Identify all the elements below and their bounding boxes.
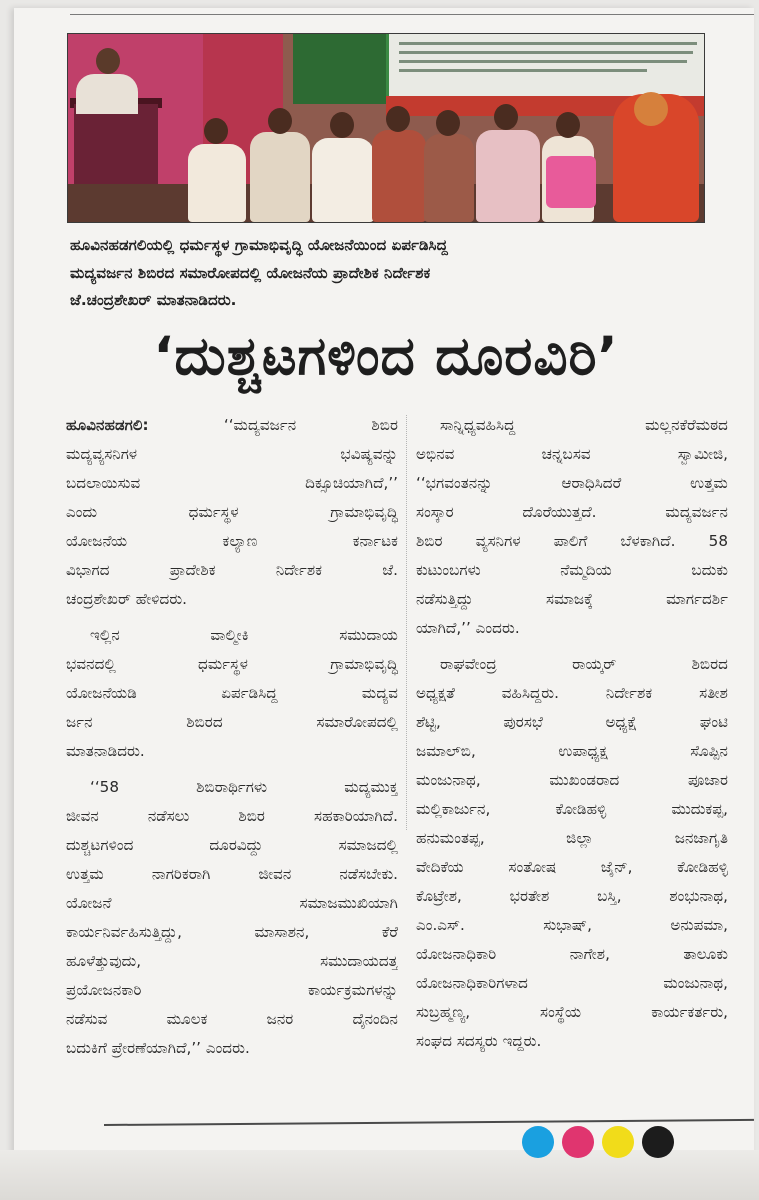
body-line: ಮಾತನಾಡಿದರು. [66, 742, 145, 760]
body-line: ಹನುಮಂತಪ್ಪ, ಜಿಲ್ಲಾ ಜನಜಾಗೃತಿ [416, 829, 728, 847]
body-line: ಉತ್ತಮ ನಾಗರಿಕರಾಗಿ ಜೀವನ ನಡೆಸಬೇಕು. [66, 865, 398, 883]
registration-dot-yellow [602, 1126, 634, 1158]
body-line: ಯಾಗಿದೆ,’’ ಎಂದರು. [416, 619, 520, 637]
dateline: ಹೂವಿನಹಡಗಲಿ: [66, 416, 149, 434]
body-line: ‘‘ಮದ್ಯವರ್ಜನ ಶಿಬಿರ [223, 416, 398, 434]
body-line: ಎಂದು ಧರ್ಮಸ್ಥಳ ಗ್ರಾಮಾಭಿವೃದ್ಧಿ [66, 503, 398, 521]
body-line: ‘‘ಭಗವಂತನನ್ನು ಆರಾಧಿಸಿದರೆ ಉತ್ತಮ [416, 474, 728, 492]
body-line: ಯೋಜನಾಧಿಕಾರಿಗಳಾದ ಮಂಜುನಾಥ, [416, 974, 728, 992]
body-line: ಸುಬ್ರಹ್ಮಣ್ಯ, ಸಂಸ್ಥೆಯ ಕಾರ್ಯಕರ್ತರು, [416, 1003, 728, 1021]
body-line: ಬದಲಾಯಿಸುವ ದಿಕ್ಸೂಚಿಯಾಗಿದೆ,’’ [66, 474, 398, 492]
article-column-right [416, 411, 728, 1056]
body-line: ಪ್ರಯೋಜನಕಾರಿ ಕಾರ್ಯಕ್ರಮಗಳನ್ನು [66, 981, 398, 999]
event-photo [68, 34, 704, 222]
body-line: ನಡೆಸುತ್ತಿದ್ದು ಸಮಾಜಕ್ಕೆ ಮಾರ್ಗದರ್ಶಿ [416, 590, 728, 608]
body-line: ರ್ಜನ ಶಿಬಿರದ ಸಮಾರೋಪದಲ್ಲಿ [66, 713, 398, 731]
registration-dot-cyan [522, 1126, 554, 1158]
top-rule [70, 14, 754, 15]
body-line: ಕುಟುಂಬಗಳು ನೆಮ್ಮದಿಯ ಬದುಕು [416, 561, 728, 579]
page-fold [0, 1150, 759, 1200]
body-line: ಅಧ್ಯಕ್ಷತೆ ವಹಿಸಿದ್ದರು. ನಿರ್ದೇಶಕ ಸತೀಶ [416, 684, 728, 702]
body-line: ಕಾರ್ಯನಿರ್ವಹಿಸುತ್ತಿದ್ದು, ಮಾಸಾಶನ, ಕೆರೆ [66, 923, 398, 941]
body-line: ಹೂಳೆತ್ತುವುದು, ಸಮುದಾಯದತ್ತ [66, 952, 398, 970]
body-line: ಮಂಜುನಾಥ, ಮುಖಂಡರಾದ ಪೂಜಾರ [416, 771, 728, 789]
body-line: ಇಲ್ಲಿನ ವಾಲ್ಮೀಕಿ ಸಮುದಾಯ [90, 626, 398, 644]
body-line: ಸಂಘದ ಸದಸ್ಯರು ಇದ್ದರು. [416, 1032, 542, 1050]
body-line: ಯೋಜನೆಯಡಿ ಏರ್ಪಡಿಸಿದ್ದ ಮದ್ಯವ [66, 684, 398, 702]
caption-line: ಹೂವಿನಹಡಗಲಿಯಲ್ಲಿ ಧರ್ಮಸ್ಥಳ ಗ್ರಾಮಾಭಿವೃದ್ಧಿ ಯೋಜನೆಯಿಂದ ಏರ್ಪಡಿಸಿದ್ದ [70, 236, 448, 254]
headline: ‘ದುಶ್ಚಟಗಳಿಂದ ದೂರವಿರಿ’ [153, 326, 619, 387]
body-line: ಶಿಬಿರ ವ್ಯಸನಿಗಳ ಪಾಲಿಗೆ ಬೆಳಕಾಗಿದೆ. 58 [416, 532, 728, 550]
body-line: ಯೋಜನೆ ಸಮಾಜಮುಖಿಯಾಗಿ [66, 894, 398, 912]
body-line: ನಡೆಸುವ ಮೂಲಕ ಜನರ ದೈನಂದಿನ [66, 1010, 398, 1028]
body-line: ಸಂಸ್ಕಾರ ದೊರೆಯುತ್ತದೆ. ಮದ್ಯವರ್ಜನ [416, 503, 728, 521]
body-line: ಬದುಕಿಗೆ ಪ್ರೇರಣೆಯಾಗಿದೆ,’’ ಎಂದರು. [66, 1039, 250, 1057]
caption-line: ಜೆ.ಚಂದ್ರಶೇಖರ್ ಮಾತನಾಡಿದರು. [70, 291, 237, 309]
body-line: ಮದ್ಯವ್ಯಸನಿಗಳ ಭವಿಷ್ಯವನ್ನು [66, 445, 398, 463]
body-line: ಜಮಾಲ್‌ಬಿ, ಉಪಾಧ್ಯಕ್ಷ ಸೊಪ್ಪಿನ [416, 742, 728, 760]
body-line: ಎಂ.ಎಸ್. ಸುಭಾಷ್, ಅನುಪಮಾ, [416, 916, 728, 934]
body-line: ಭವನದಲ್ಲಿ ಧರ್ಮಸ್ಥಳ ಗ್ರಾಮಾಭಿವೃದ್ಧಿ [66, 655, 398, 673]
body-line: ಮಲ್ಲಿಕಾರ್ಜುನ, ಕೋಡಿಹಳ್ಳಿ ಮುದುಕಪ್ಪ, [416, 800, 728, 818]
photo-caption [70, 232, 710, 315]
column-divider [406, 415, 407, 830]
body-line: ‘‘58 ಶಿಬಿರಾರ್ಥಿಗಳು ಮದ್ಯಮುಕ್ತ [90, 778, 398, 796]
body-line: ರಾಘವೇಂದ್ರ ರಾಯ್ಕರ್ ಶಿಬಿರದ [440, 655, 728, 673]
registration-dot-magenta [562, 1126, 594, 1158]
body-line: ಸಾನ್ನಿಧ್ಯವಹಿಸಿದ್ದ ಮಲ್ಲನಕೆರೆಮಠದ [440, 416, 728, 434]
article-column-left [66, 411, 398, 1063]
body-line: ವೇದಿಕೆಯ ಸಂತೋಷ ಜೈನ್, ಕೋಡಿಹಳ್ಳಿ [416, 858, 728, 876]
body-line: ಯೋಜನಾಧಿಕಾರಿ ನಾಗೇಶ, ತಾಲೂಕು [416, 945, 728, 963]
body-line: ಚಂದ್ರಶೇಖರ್ ಹೇಳಿದರು. [66, 590, 188, 608]
registration-dot-black [642, 1126, 674, 1158]
body-line: ಶೆಟ್ಟಿ, ಪುರಸಭೆ ಅಧ್ಯಕ್ಷೆ ಘಂಟಿ [416, 713, 728, 731]
body-line: ಜೀವನ ನಡೆಸಲು ಶಿಬಿರ ಸಹಕಾರಿಯಾಗಿದೆ. [66, 807, 398, 825]
body-line: ವಿಭಾಗದ ಪ್ರಾದೇಶಿಕ ನಿರ್ದೇಶಕ ಜೆ. [66, 561, 398, 579]
body-line: ದುಶ್ಚಟಗಳಿಂದ ದೂರವಿದ್ದು ಸಮಾಜದಲ್ಲಿ [66, 836, 398, 854]
caption-line: ಮದ್ಯವರ್ಜನ ಶಿಬಿರದ ಸಮಾರೋಪದಲ್ಲಿ ಯೋಜನೆಯ ಪ್ರಾದೇಶಿಕ ನಿರ್ದೇಶಕ [70, 263, 431, 282]
body-line: ಅಭಿನವ ಚನ್ನಬಸವ ಸ್ವಾಮೀಜಿ, [416, 445, 728, 463]
body-line: ಕೊಟ್ರೇಶ, ಭರತೇಶ ಬಸ್ತಿ, ಶಂಭುನಾಥ, [416, 887, 728, 905]
body-line: ಯೋಜನೆಯ ಕಲ್ಯಾಣ ಕರ್ನಾಟಕ [66, 532, 398, 550]
